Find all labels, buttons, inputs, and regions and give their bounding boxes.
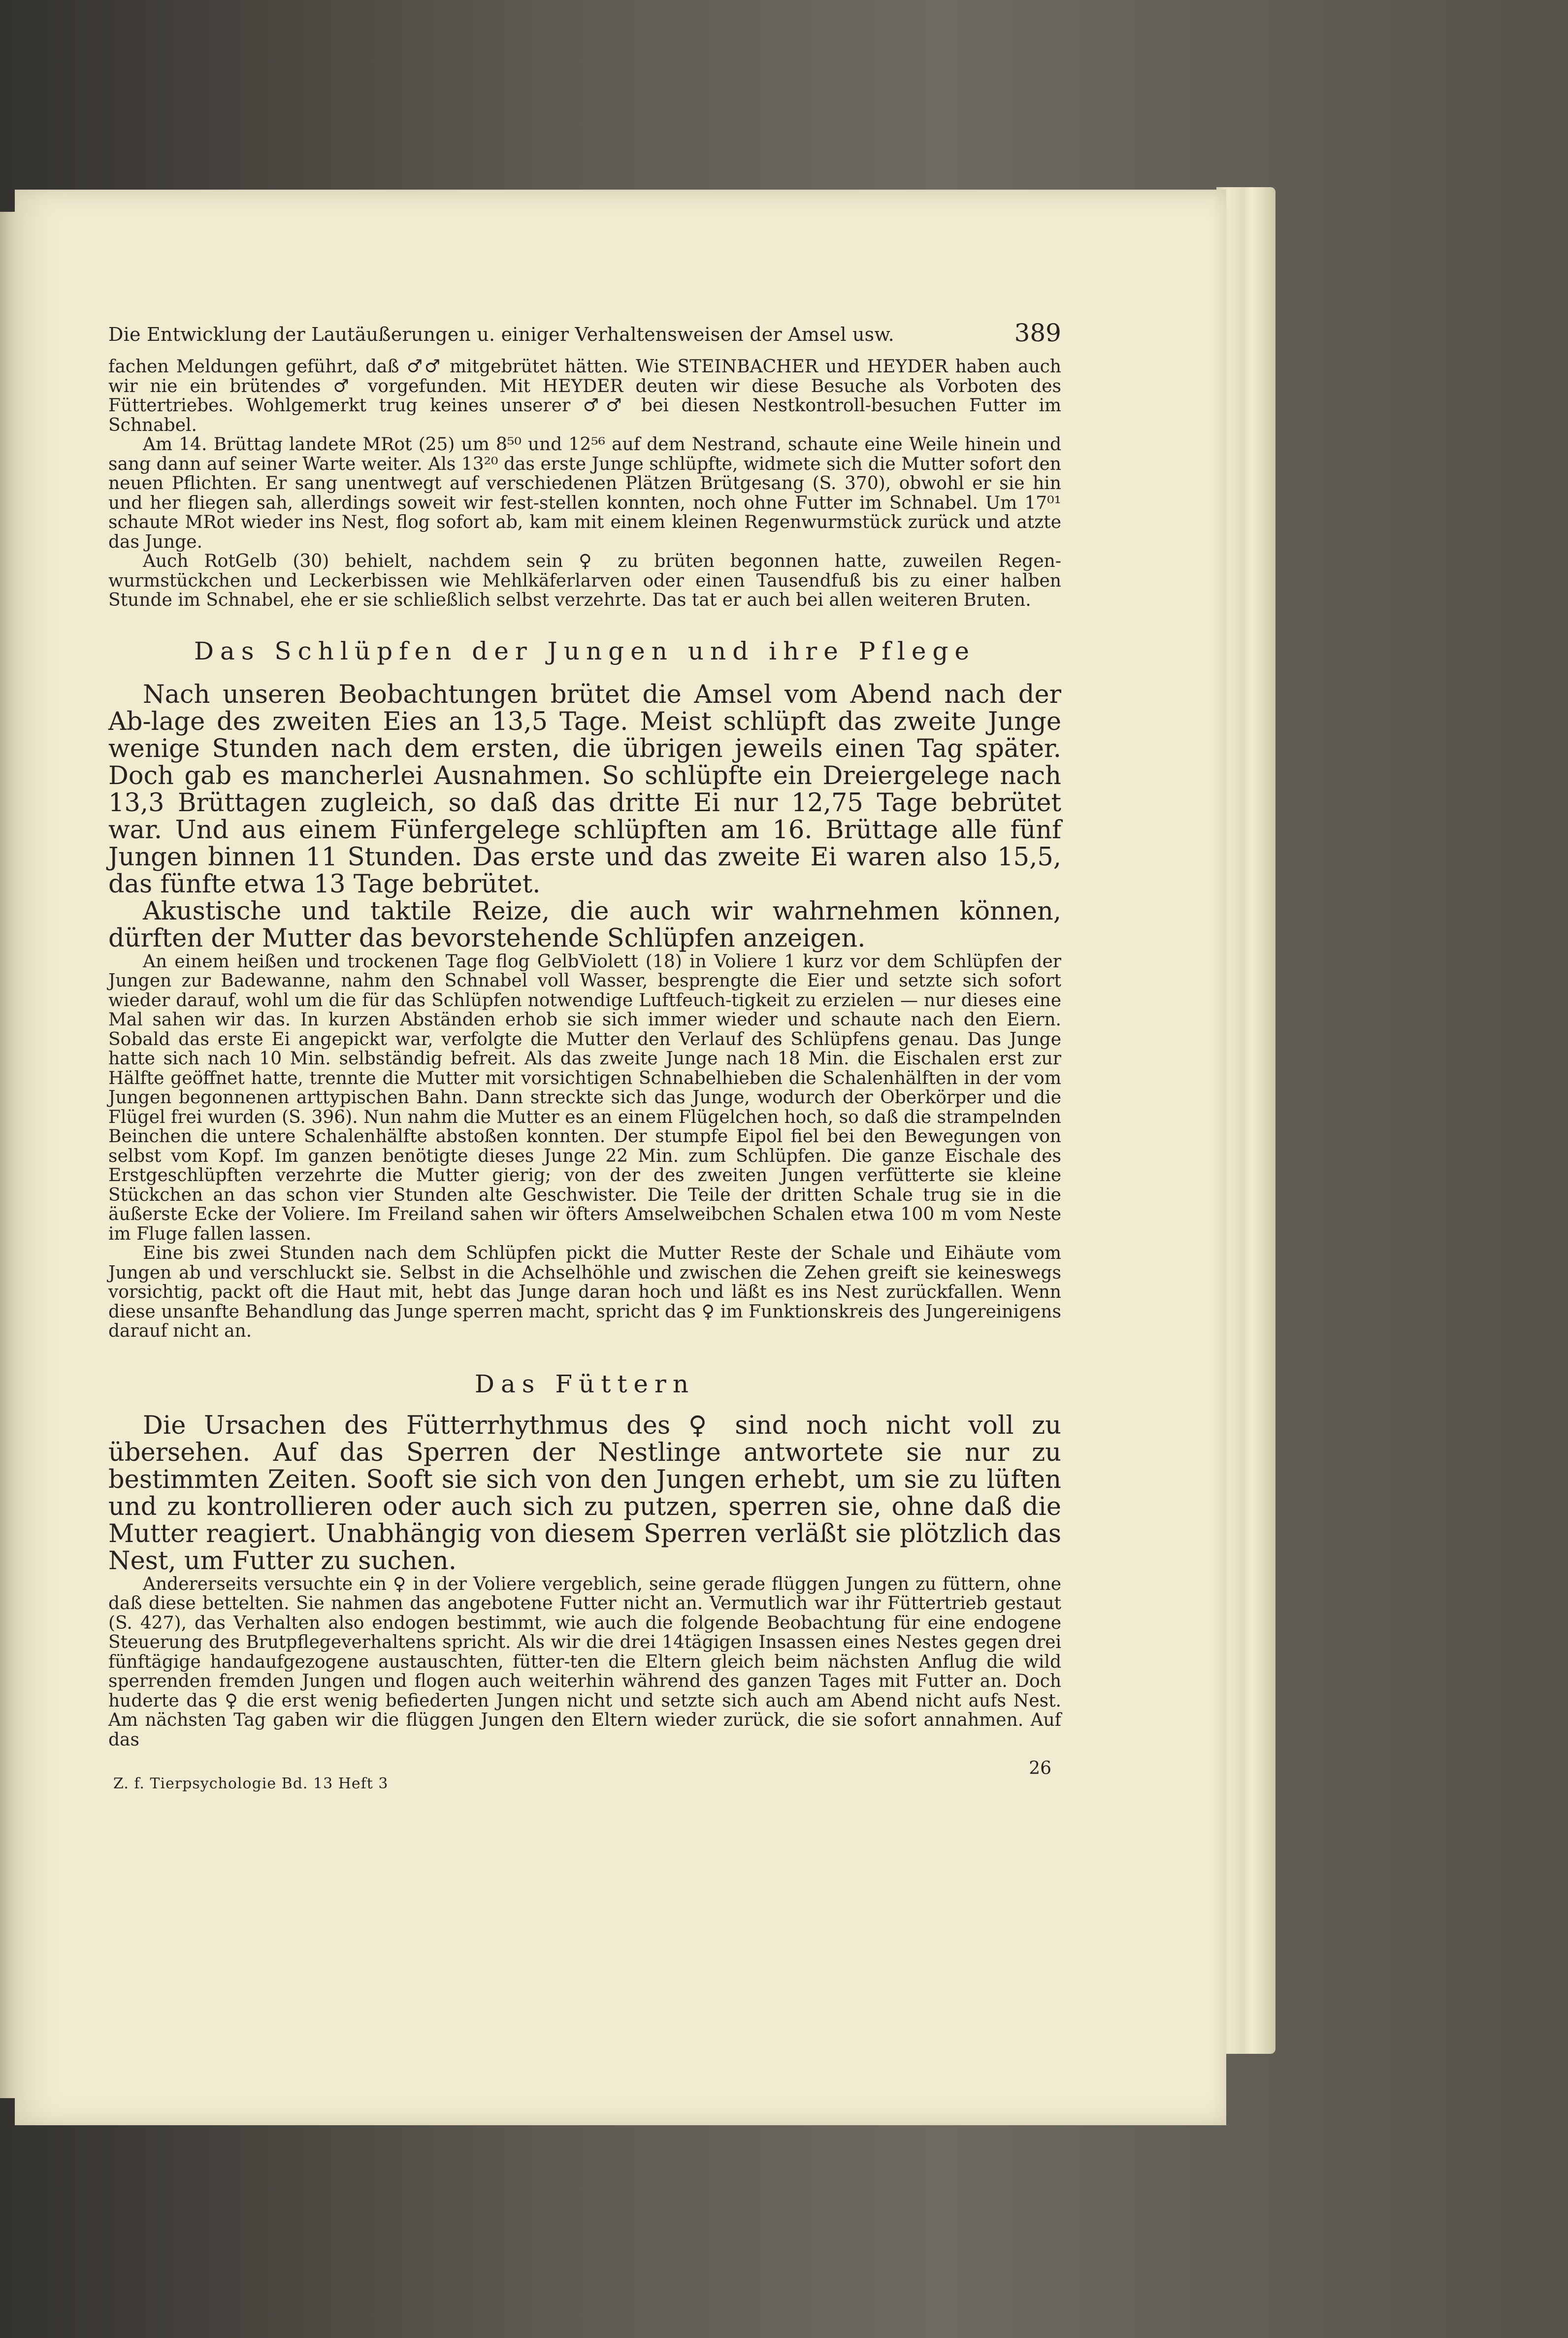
- page-footer: [108, 1758, 1061, 1792]
- paragraph-reize: Akustische und taktile Reize, die auch wir wahrnehmen können, dürften der Mutter das bevorstehende Schlüpfen anzeigen.: [108, 896, 1061, 953]
- book-page: [15, 190, 1226, 2125]
- paragraph-fuetterrhythmus: Die Ursachen des Fütterrhythmus des ♀ sind noch nicht voll zu übersehen. Auf das Sperren der Nestlinge antwortete sie nur zu bestimmten Zeiten. Sooft sie sich von den Jungen erhebt, um sie zu lüften und zu kontrollieren oder auch sich zu putzen, sperren sie, ohne daß die Mutter reagiert. Unabhängig von diesem Sperren verläßt sie plötzlich das Nest, um Futter zu suchen.: [108, 1411, 1061, 1576]
- paragraph-eihaeute: Eine bis zwei Stunden nach dem Schlüpfen pickt die Mutter Reste der Schale und Eihäute vom Jungen ab und verschluckt sie. Selbst in die Achselhöhle und zwischen die Zehen greift sie keineswegs vorsichtig, packt oft die Haut mit, hebt das Junge daran hoch und läßt es ins Nest zurückfallen. Wenn diese unsanfte Behandlung das Junge sperren macht, spricht das ♀ im Funktionskreis des Jungereinigens darauf nicht an.: [108, 1243, 1061, 1341]
- page-number: 389: [1014, 319, 1061, 347]
- paragraph-rotgelb: Auch RotGelb (30) behielt, nachdem sein ♀ zu brüten begonnen hatte, zuweilen Regen-wurmstückchen und Leckerbissen wie Mehlkäferlarven oder einen Tausendfuß bis zu einer halben Stunde im Schnabel, ehe er sie schließlich selbst verzehrte. Das tat er auch bei allen weiteren Bruten.: [108, 551, 1061, 610]
- page-content: [108, 318, 1061, 1792]
- paragraph-continuation: fachen Meldungen geführt, daß ♂♂ mitgebrütet hätten. Wie STEINBACHER und HEYDER haben auch wir nie ein brütendes ♂ vorgefunden. Mit HEYDER deuten wir diese Besuche als Vorboten des Füttertriebes. Wohlgemerkt trug keines unserer ♂♂ bei diesen Nestkontroll-besuchen Futter im Schnabel.: [108, 357, 1061, 435]
- paragraph-mrot: Am 14. Brüttag landete MRot (25) um 8⁵⁰ und 12⁵⁶ auf dem Nestrand, schaute eine Weile hinein und sang dann auf seiner Warte weiter. Als 13²⁰ das erste Junge schlüpfte, widmete sich die Mutter sofort den neuen Pflichten. Er sang unentwegt auf verschiedenen Plätzen Brütgesang (S. 370), obwohl er sie hin und her fliegen sah, allerdings soweit wir fest-stellen konnten, noch ohne Futter im Schnabel. Um 17⁰¹ schaute MRot wieder ins Nest, flog sofort ab, kam mit einem kleinen Regenwurmstück zurück und atzte das Junge.: [108, 434, 1061, 552]
- running-head-title: Die Entwicklung der Lautäußerungen u. einiger Verhaltensweisen der Amsel usw.: [108, 324, 894, 345]
- paragraph-gelbviolett: An einem heißen und trockenen Tage flog GelbViolett (18) in Voliere 1 kurz vor dem Schlüpfen der Jungen zur Badewanne, nahm den Schnabel voll Wasser, besprengte die Eier und setzte sich sofort wieder darauf, wohl um die für das Schlüpfen notwendige Luftfeuch-tigkeit zu erzielen — nur dieses eine Mal sahen wir das. In kurzen Abständen erhob sie sich immer wieder und schaute nach den Eiern. Sobald das erste Ei angepickt war, verfolgte die Mutter den Verlauf des Schlüpfens genau. Das Junge hatte sich nach 10 Min. selbständig befreit. Als das zweite Junge nach 18 Min. die Eischalen erst zur Hälfte geöffnet hatte, trennte die Mutter mit vorsichtigen Schnabelhieben die Schalenhälften in der vom Jungen begonnenen arttypischen Bahn. Dann streckte sich das Junge, wodurch der Oberkörper und die Flügel frei wurden (S. 396). Nun nahm die Mutter es an einem Flügelchen hoch, so daß die strampelnden Beinchen die untere Schalenhälfte abstoßen konnten. Der stumpfe Eipol fiel bei den Bewegungen von selbst vom Kopf. Im ganzen benötigte dieses Junge 22 Min. zum Schlüpfen. Die ganze Eischale des Erstgeschlüpften verzehrte die Mutter gierig; von der des zweiten Jungen verfütterte sie kleine Stückchen an das schon vier Stunden alte Geschwister. Die Teile der dritten Schale trug sie in die äußerste Ecke der Voliere. Im Freiland sahen wir öfters Amselweibchen Schalen etwa 100 m vom Neste im Fluge fallen lassen.: [108, 951, 1061, 1244]
- signature-mark: 26: [1029, 1758, 1051, 1778]
- paragraph-brutdauer: Nach unseren Beobachtungen brütet die Amsel vom Abend nach der Ab-lage des zweiten Eies an 13,5 Tage. Meist schlüpft das zweite Junge wenige Stunden nach dem ersten, die übrigen jeweils einen Tag später. Doch gab es mancherlei Ausnahmen. So schlüpfte ein Dreiergelege nach 13,3 Brüttagen zugleich, so daß das dritte Ei nur 12,75 Tage bebrütet war. Und aus einem Fünfergelege schlüpften am 16. Brüttage alle fünf Jungen binnen 11 Stunden. Das erste und das zweite Ei waren also 15,5, das fünfte etwa 13 Tage bebrütet.: [108, 680, 1061, 899]
- journal-citation: Z. f. Tierpsychologie Bd. 13 Heft 3: [113, 1775, 389, 1792]
- section-heading-schluepfen: Das Schlüpfen der Jungen und ihre Pflege: [194, 636, 976, 665]
- paragraph-fuettertrieb: Andererseits versuchte ein ♀ in der Voliere vergeblich, seine gerade flüggen Jungen zu füttern, ohne daß diese bettelten. Sie nahmen das angebotene Futter nicht an. Vermutlich war ihr Füttertrieb gestaut (S. 427), das Verhalten also endogen bestimmt, wie auch die folgende Beobachtung für eine endogene Steuerung des Brutpflegeverhaltens spricht. Als wir die drei 14tägigen Insassen eines Nestes gegen drei fünftägige handaufgezogene austauschten, fütter-ten die Eltern gleich beim nächsten Anflug die wild sperrenden fremden Jungen und flogen auch weiterhin während des ganzen Tages mit Futter an. Doch huderte das ♀ die erst wenig befiederten Jungen nicht und setzte sich auch am Abend nicht aufs Nest. Am nächsten Tag gaben wir die flüggen Jungen den Eltern wieder zurück, die sie sofort annahmen. Auf das: [108, 1574, 1061, 1750]
- section-heading-fuettern: Das Füttern: [474, 1369, 695, 1398]
- running-head: [108, 318, 1061, 357]
